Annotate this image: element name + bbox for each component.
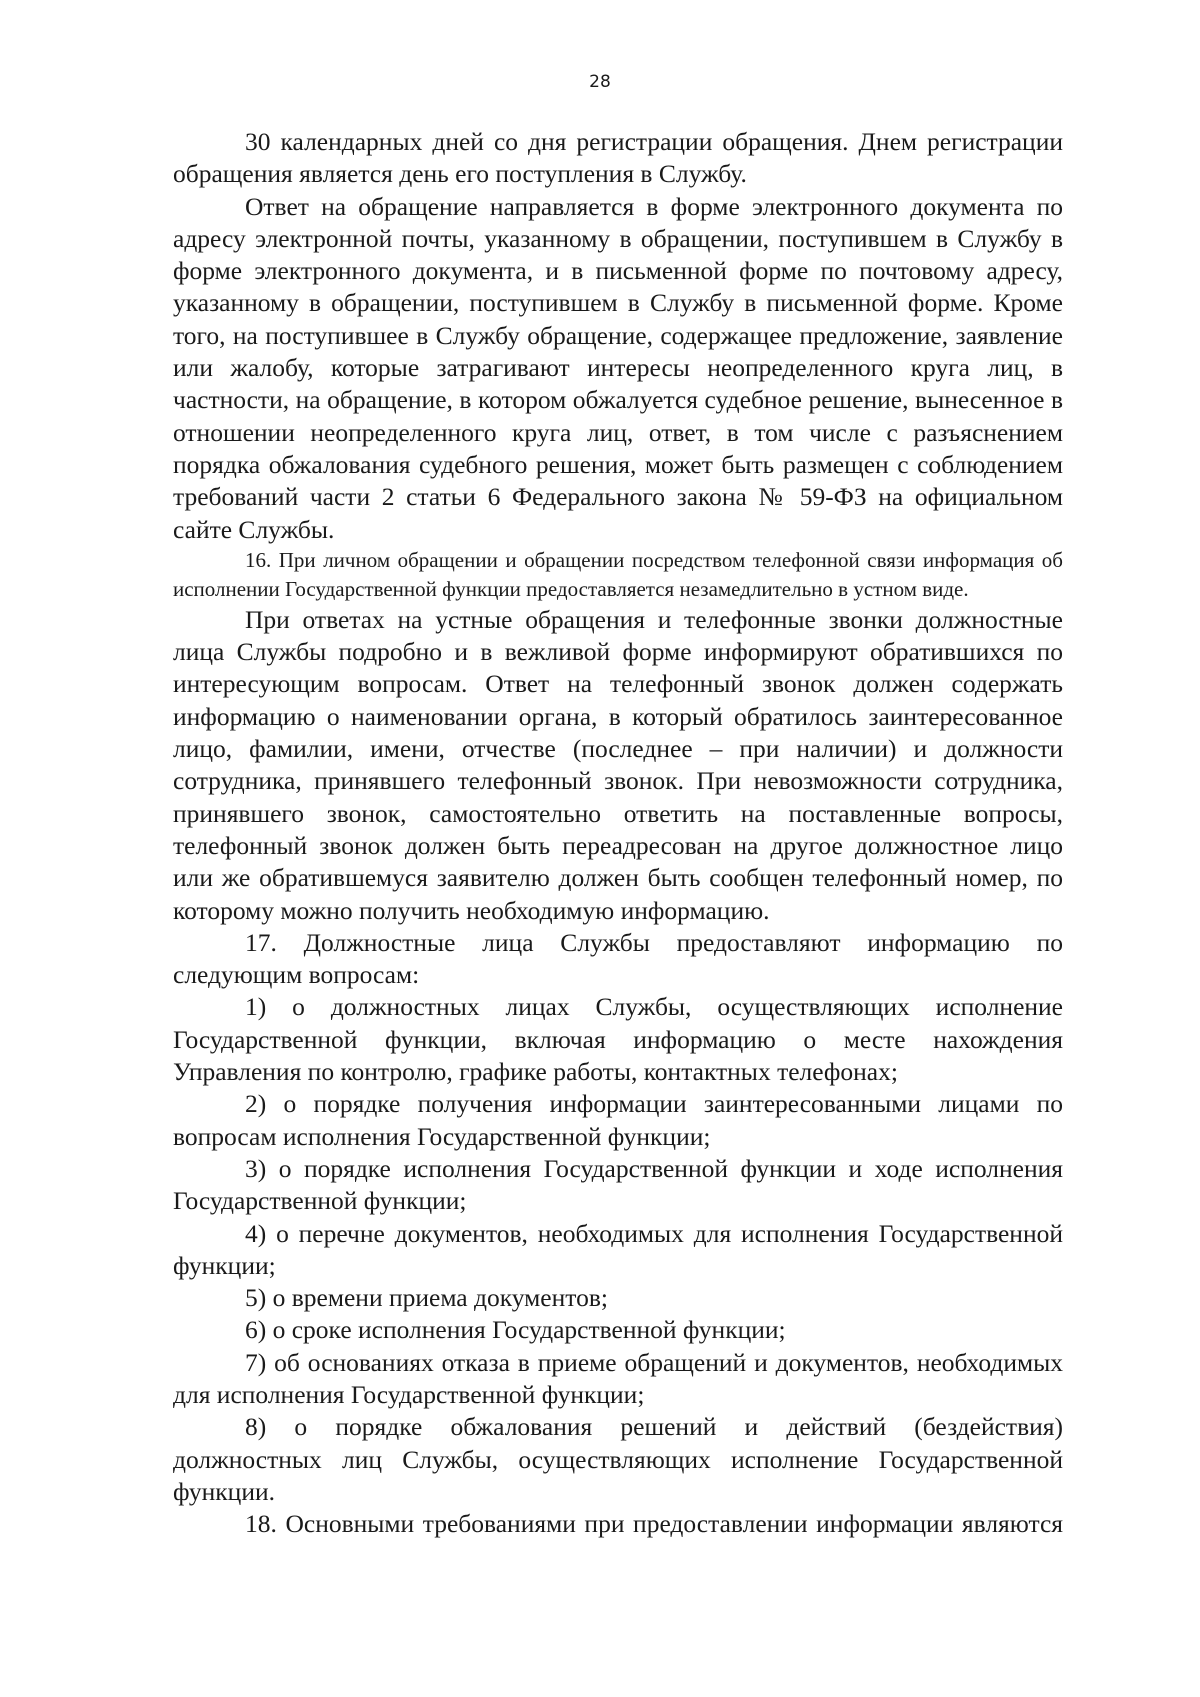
paragraph: 30 календарных дней со дня регистрации обращения. Днем регистрации обращения является день его поступления в Службу. xyxy=(173,127,1063,189)
document-body xyxy=(173,126,1063,1540)
list-item: 7) об основаниях отказа в приеме обращений и документов, необходимых для исполнения Государственной функции; xyxy=(173,1347,1063,1409)
paragraph: 16. При личном обращении и обращении посредством телефонной связи информация об исполнении Государственной функции предоставляется незамедлительно в устном виде. xyxy=(173,547,1063,601)
page-number: 28 xyxy=(589,72,611,92)
list-item: 8) о порядке обжалования решений и действий (бездействия) должностных лиц Службы, осуществляющих исполнение Государственной функции. xyxy=(173,1412,1063,1506)
paragraph: 17. Должностные лица Службы предоставляют информацию по следующим вопросам: xyxy=(173,927,1063,990)
paragraph: 18. Основными требованиями при предоставлении информации являются xyxy=(245,1509,1063,1539)
paragraph: При ответах на устные обращения и телефонные звонки должностные лица Службы подробно и в вежливой форме информируют обратившихся по интересующим вопросам. Ответ на телефонный звонок должен содержать информацию о наименовании органа, в который обратилось заинтересованное лицо, фамилии, имени, отчестве (последнее – при наличии) и должности сотрудника, принявшего телефонный звонок. При невозможности сотрудника, принявшего звонок, самостоятельно ответить на поставленные вопросы, телефонный звонок должен быть переадресован на другое должностное лицо или же обратившемуся заявителю должен быть сообщен телефонный номер, по которому можно получить необходимую информацию. xyxy=(173,604,1063,925)
list-item: 5) о времени приема документов; xyxy=(245,1283,608,1313)
list-item: 4) о перечне документов, необходимых для исполнения Государственной функции; xyxy=(173,1218,1063,1280)
list-item: 2) о порядке получения информации заинтересованными лицами по вопросам исполнения Государственной функции; xyxy=(173,1089,1063,1151)
paragraph: Ответ на обращение направляется в форме электронного документа по адресу электронной почты, указанному в обращении, поступившем в Службу в форме электронного документа, и в письменной форме по почтовому адресу, указанному в обращении, поступившем в Службу в письменной форме. Кроме того, на поступившее в Службу обращение, содержащее предложение, заявление или жалобу, которые затрагивают интересы неопределенного круга лиц, в частности, на обращение, в котором обжалуется судебное решение, вынесенное в отношении неопределенного круга лиц, ответ, в том числе с разъяснением порядка обжалования судебного решения, может быть размещен с соблюдением требований части 2 статьи 6 Федерального закона № 59-ФЗ на официальном сайте Службы. xyxy=(173,191,1063,544)
list-item: 1) о должностных лицах Службы, осуществляющих исполнение Государственной функции, включая информацию о месте нахождения Управления по контролю, графике работы, контактных телефонах; xyxy=(173,992,1063,1087)
list-item: 3) о порядке исполнения Государственной функции и ходе исполнения Государственной функции; xyxy=(173,1153,1063,1216)
list-item: 6) о сроке исполнения Государственной функции; xyxy=(245,1315,786,1345)
